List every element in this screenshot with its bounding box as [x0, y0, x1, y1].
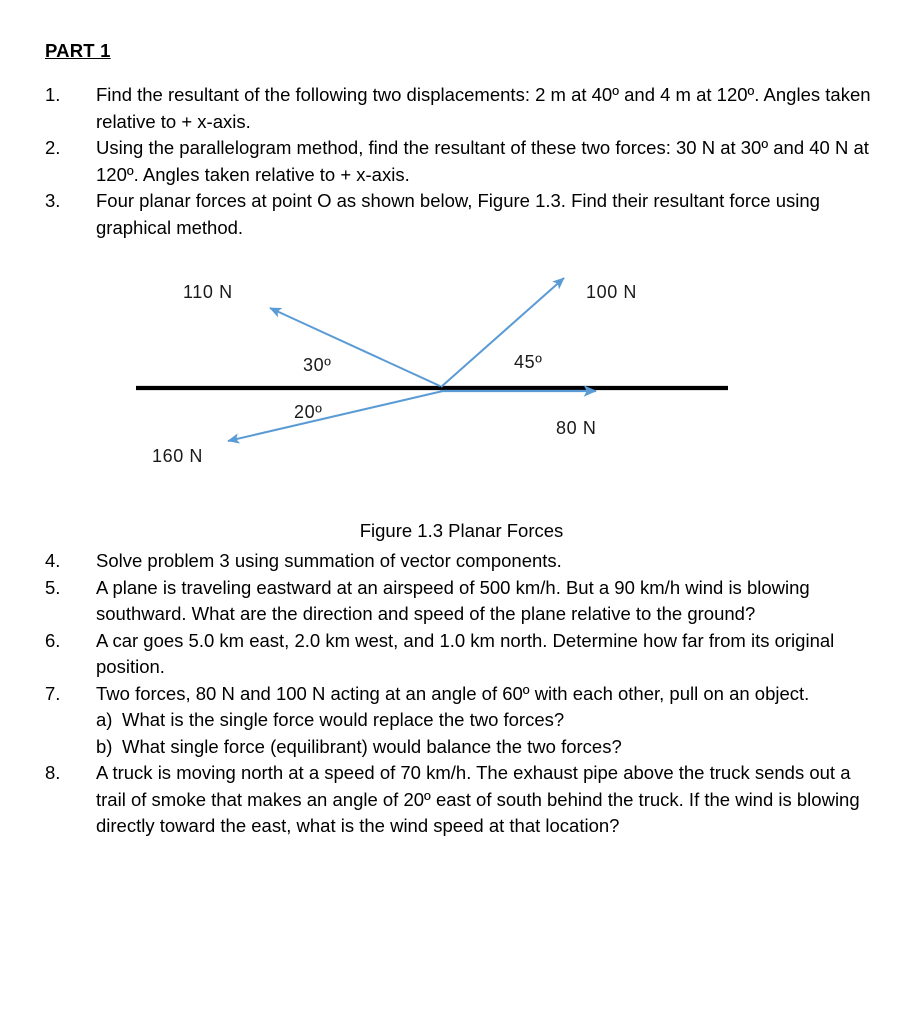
- question-text-group: [96, 681, 885, 761]
- list-item: [45, 82, 885, 135]
- sub-item-b-text: What single force (equilibrant) would balance the two forces?: [122, 735, 622, 757]
- question-number: 7.: [45, 682, 61, 704]
- question-text: Using the parallelogram method, find the resultant of these two forces: 30 N at 30º and 40 N at 120º. Angles taken relative to + x-axis.: [96, 137, 869, 185]
- question-text: Find the resultant of the following two displacements: 2 m at 40º and 4 m at 120º. Angles taken relative to + x-axis.: [96, 84, 871, 132]
- sub-item-a-text: What is the single force would replace the two forces?: [122, 709, 565, 730]
- question-text: Two forces, 80 N and 100 N acting at an angle of 60º with each other, pull on an object.: [96, 682, 810, 704]
- angle-label-45: 45º: [514, 352, 543, 372]
- planar-forces-diagram: [0, 255, 923, 495]
- question-number: 4.: [45, 550, 61, 571]
- vector-160N-arrow: [228, 391, 443, 441]
- list-item: [45, 135, 885, 188]
- label-110N: 110 N: [183, 282, 233, 302]
- question-number: 3.: [45, 190, 61, 211]
- question-number: 5.: [45, 576, 61, 598]
- label-80N: 80 N: [556, 418, 597, 438]
- list-item: [45, 548, 885, 575]
- question-text: A car goes 5.0 km east, 2.0 km west, and 1.0 km north. Determine how far from its original position.: [96, 629, 835, 677]
- question-text: A truck is moving north at a speed of 70 km/h. The exhaust pipe above the truck sends out a trail of smoke that makes an angle of 20º east of south behind the truck. If the wind is blowing directly toward the east, what is the wind speed at that location?: [96, 762, 860, 836]
- sub-item-a-label: a): [96, 709, 113, 730]
- list-item: [45, 575, 885, 628]
- question-text: Four planar forces at point O as shown below, Figure 1.3. Find their resultant force using graphical method.: [96, 190, 820, 238]
- question-number: 6.: [45, 629, 61, 651]
- vector-100N-arrow: [441, 278, 564, 387]
- list-item: [45, 188, 885, 241]
- page-title: PART 1: [45, 40, 111, 61]
- question-list-top: [45, 82, 885, 241]
- angle-label-30: 30º: [303, 355, 332, 375]
- question-text: Solve problem 3 using summation of vector components.: [96, 550, 562, 571]
- question-number: 8.: [45, 762, 61, 783]
- list-item: [45, 681, 885, 761]
- angle-label-20: 20º: [294, 402, 323, 422]
- question-list-bottom: [45, 548, 885, 840]
- question-text: A plane is traveling eastward at an airspeed of 500 km/h. But a 90 km/h wind is blowing southward. What are the direction and speed of the plane relative to the ground?: [96, 576, 810, 624]
- sub-item-b: [96, 734, 885, 761]
- question-number: 1.: [45, 84, 61, 105]
- question-number: 2.: [45, 137, 61, 158]
- label-100N: 100 N: [586, 282, 638, 302]
- vector-110N-arrow: [270, 308, 440, 386]
- sub-item-a: [96, 707, 885, 734]
- list-item: [45, 760, 885, 840]
- list-item: [45, 628, 885, 681]
- figure-caption: Figure 1.3 Planar Forces: [359, 520, 564, 541]
- sub-item-b-label: b): [96, 735, 113, 757]
- figure-planar-forces: [0, 255, 923, 495]
- label-160N: 160 N: [152, 446, 204, 466]
